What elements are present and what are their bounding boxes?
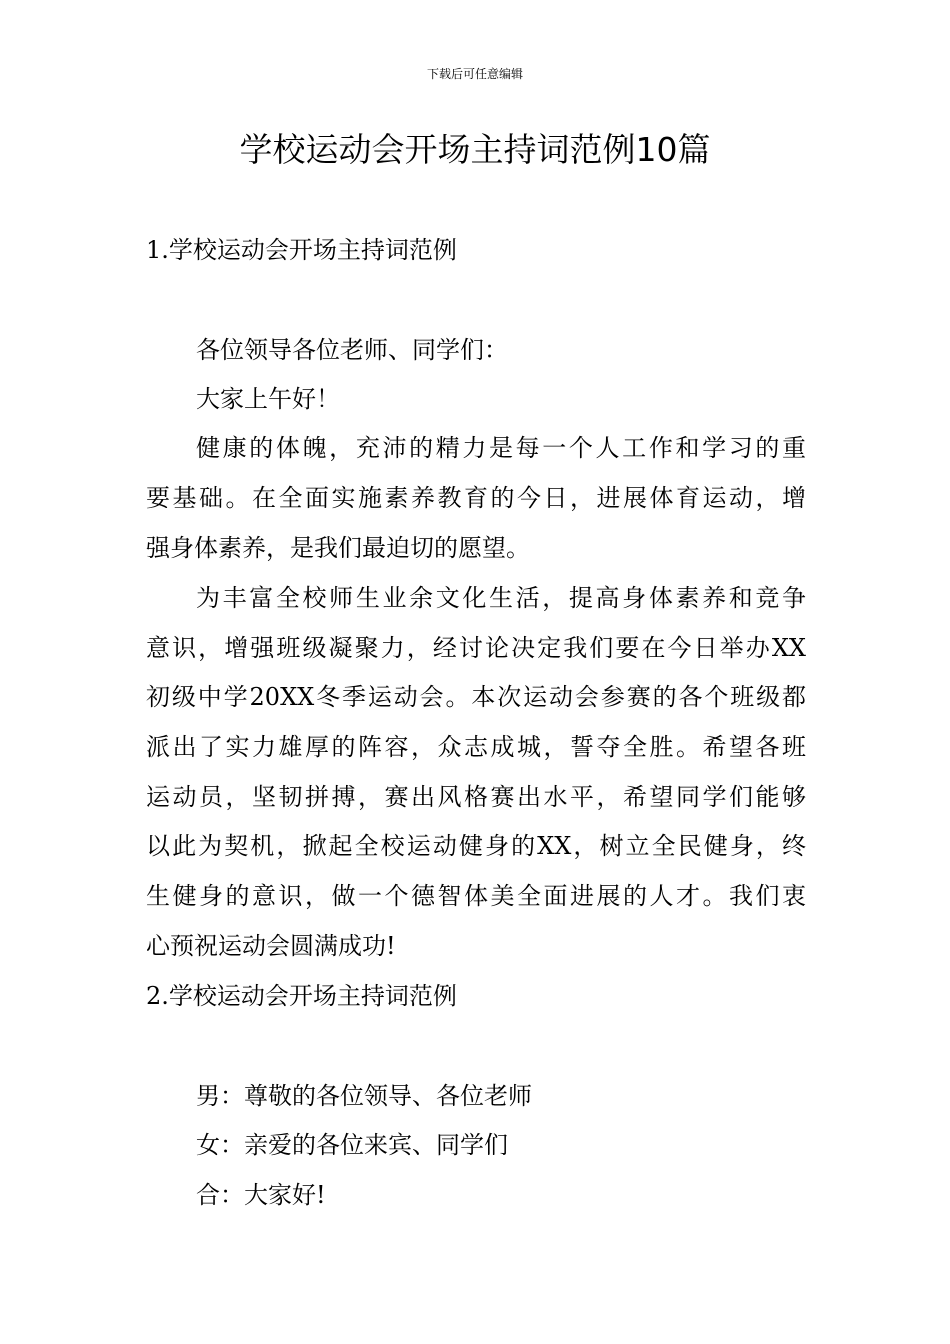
document-title: 学校运动会开场主持词范例10篇 <box>239 130 711 169</box>
header-note: 下载后可任意编辑 <box>426 67 523 81</box>
paragraph-line: 大家上午好！ <box>196 385 340 413</box>
paragraph-line: 以此为契机，掀起全校运动健身的XX，树立全民健身，终 <box>146 832 806 860</box>
paragraph-line: 要基础。在全面实施素养教育的今日，进展体育运动，增 <box>146 484 806 512</box>
paragraph-line: 强身体素养，是我们最迫切的愿望。 <box>146 534 530 562</box>
dialogue-line: 女：亲爱的各位来宾、同学们 <box>196 1131 508 1159</box>
paragraph-line: 生健身的意识，做一个德智体美全面进展的人才。我们衷 <box>146 882 806 910</box>
section-2-heading: 2.学校运动会开场主持词范例 <box>146 982 457 1010</box>
paragraph-line: 心预祝运动会圆满成功! <box>146 932 396 960</box>
paragraph-line: 意识，增强班级凝聚力，经讨论决定我们要在今日举办XX <box>146 634 806 662</box>
paragraph-line: 健康的体魄，充沛的精力是每一个人工作和学习的重 <box>196 434 806 462</box>
paragraph-line: 为丰富全校师生业余文化生活，提高身体素养和竞争 <box>196 584 806 612</box>
section-1-heading: 1.学校运动会开场主持词范例 <box>146 236 457 264</box>
paragraph-line: 派出了实力雄厚的阵容，众志成城，誓夺全胜。希望各班 <box>146 733 806 761</box>
paragraph-line: 运动员，坚韧拼搏，赛出风格赛出水平，希望同学们能够 <box>146 783 806 811</box>
dialogue-line: 男：尊敬的各位领导、各位老师 <box>196 1082 532 1110</box>
dialogue-line: 合：大家好! <box>196 1181 326 1209</box>
paragraph-line: 初级中学20XX冬季运动会。本次运动会参赛的各个班级都 <box>146 683 806 711</box>
paragraph-line: 各位领导各位老师、同学们： <box>196 336 508 364</box>
